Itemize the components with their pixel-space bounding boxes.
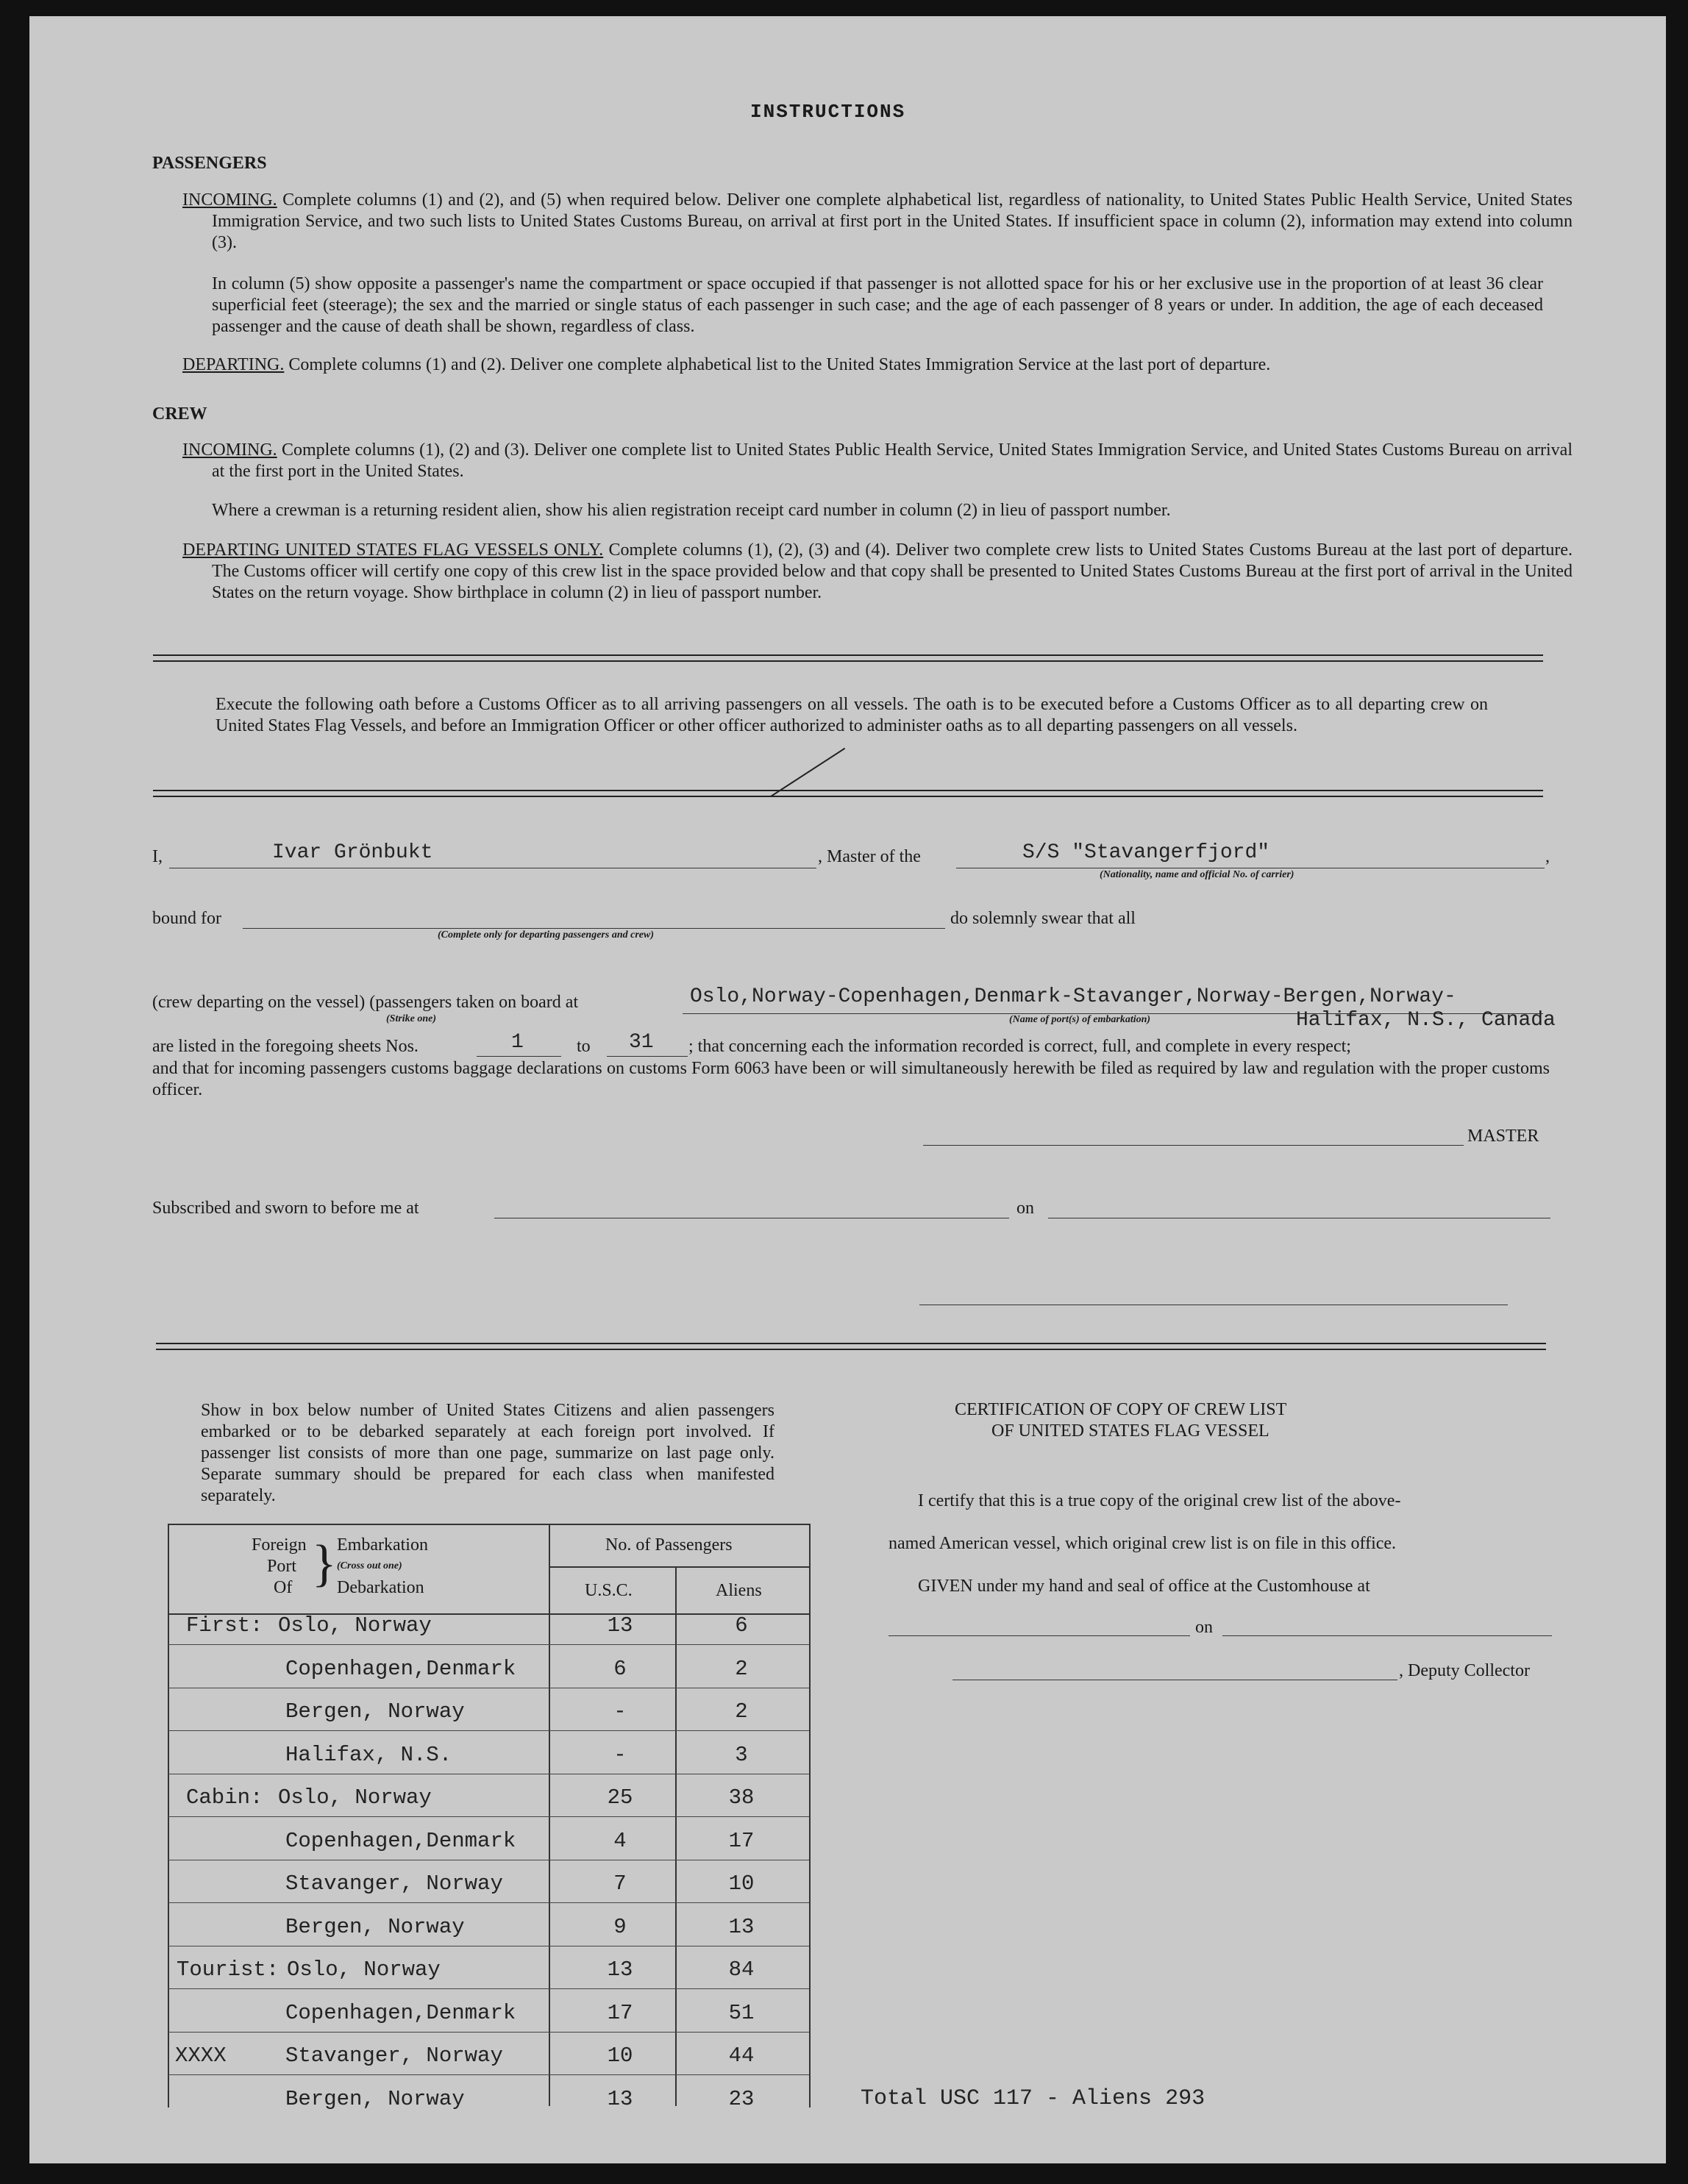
crew-incoming-text: Complete columns (1), (2) and (3). Deliver one complete list to United States Public Health Service, United States Immigration Service, and United States Customs Bureau on arrival at the first port in the United States. <box>212 440 1573 481</box>
bound-for-caption: (Complete only for departing passengers and crew) <box>438 929 654 941</box>
master-of-label: , Master of the <box>818 847 921 866</box>
cell-port: Oslo, Norway <box>278 1785 432 1810</box>
cell-port: Stavanger, Norway <box>285 2044 503 2068</box>
cell-port: Copenhagen,Denmark <box>285 2000 516 2025</box>
master-name-value: Ivar Grönbukt <box>272 841 433 864</box>
crew-departing-label: DEPARTING UNITED STATES FLAG VESSELS ONLY. <box>182 540 604 560</box>
row-rule <box>168 1902 809 1903</box>
cell-usc: 10 <box>607 2044 633 2068</box>
cell-usc: 13 <box>607 1613 633 1638</box>
cell-usc: - <box>613 1699 627 1724</box>
cell-port: Bergen, Norway <box>285 1699 465 1724</box>
baggage-paragraph: and that for incoming passengers customs baggage declarations on customs Form 6063 have been or will simultaneously herewith be filed as required by law and regulation with the proper customs officer. <box>152 1059 1550 1099</box>
summary-instruction-paragraph: Show in box below number of United States Citizens and alien passengers embarked or to be debarked separately at each foreign port involved. If passenger list consists of more than one page, summarize on last page only. Separate summary should be prepared for each class when manifested separately. <box>201 1401 774 1505</box>
row-rule <box>168 1816 809 1817</box>
ports-value-line2: Halifax, N.S., Canada <box>1296 1009 1556 1032</box>
section-divider-2 <box>153 790 1543 797</box>
cell-aliens: 17 <box>728 1828 755 1853</box>
passengers-column5-paragraph: In column (5) show opposite a passenger's name the compartment or space occupied if that passenger is not allotted space for his or her exclusive use in the proportion of at least 36 clear superficial feet (steerage); the sex and the married or single status of each passenger in such case; and the age of each passenger of 8 years or under. In addition, the age of each deceased passenger and the cause of death shall be shown, regardless of class. <box>212 274 1543 336</box>
header-cross-out: (Cross out one) <box>337 1560 402 1571</box>
certification-title-line1: CERTIFICATION OF COPY OF CREW LIST <box>955 1400 1287 1419</box>
bound-for-line <box>243 928 945 929</box>
cell-usc: - <box>613 1742 627 1767</box>
cert-date-line <box>1222 1635 1552 1636</box>
subscribed-on-label: on <box>1016 1199 1034 1218</box>
strike-one-caption: (Strike one) <box>386 1013 437 1024</box>
row-rule <box>168 1988 809 1989</box>
sheet-to-line <box>607 1056 688 1057</box>
header-usc: U.S.C. <box>585 1581 633 1600</box>
passengers-departing-text: Complete columns (1) and (2). Deliver one complete alphabetical list to the United States Immigration Service at the last port of departure. <box>288 355 1271 374</box>
certification-title-line2: OF UNITED STATES FLAG VESSEL <box>991 1421 1269 1441</box>
sheet-to-value: 31 <box>629 1031 654 1054</box>
sheet-from-line <box>477 1056 561 1057</box>
header-foreign: Foreign <box>252 1535 307 1555</box>
cell-port: Copenhagen,Denmark <box>285 1656 516 1681</box>
cell-usc: 17 <box>607 2000 633 2025</box>
cell-port: Bergen, Norway <box>285 1914 465 1939</box>
cell-aliens: 2 <box>735 1699 748 1724</box>
passengers-heading: PASSENGERS <box>152 154 267 173</box>
cell-usc: 13 <box>607 1958 633 1982</box>
cell-cls: Tourist: <box>177 1958 279 1982</box>
row-rule <box>168 1644 809 1645</box>
sheet-from-value: 1 <box>511 1031 524 1054</box>
cell-aliens: 10 <box>728 1871 755 1896</box>
header-port: Port <box>267 1557 297 1576</box>
deputy-collector-label: , Deputy Collector <box>1399 1661 1530 1680</box>
certify-line2: named American vessel, which original crew list is on file in this office. <box>888 1534 1397 1553</box>
section-divider-1 <box>153 654 1543 662</box>
passengers-incoming-text: Complete columns (1) and (2), and (5) when required below. Deliver one complete alphabetical list, regardless of nationality, to United States Public Health Service, United States Immigration Service, and two such lists to United States Customs Bureau, on arrival at first port in the United States. If insufficient space in column (2), information may extend into column (3). <box>212 190 1573 252</box>
vessel-line-end-comma: , <box>1545 847 1550 866</box>
cell-aliens: 51 <box>728 2000 755 2025</box>
total-summary: Total USC 117 - Aliens 293 <box>861 2086 1206 2111</box>
header-debarkation: Debarkation <box>337 1578 424 1597</box>
swear-label: do solemnly swear that all <box>950 909 1136 928</box>
cell-port: Copenhagen,Denmark <box>285 1828 516 1853</box>
given-line: GIVEN under my hand and seal of office at the Customhouse at <box>918 1577 1370 1596</box>
cell-cls: XXXX <box>175 2044 227 2068</box>
crew-departing-label: (crew departing on the vessel) (passengers taken on board at <box>152 993 579 1012</box>
sheets-label: are listed in the foregoing sheets Nos. <box>152 1037 419 1056</box>
cell-aliens: 3 <box>735 1742 748 1767</box>
cell-port: Bergen, Norway <box>285 2086 465 2111</box>
cell-usc: 9 <box>613 1914 627 1939</box>
cell-aliens: 6 <box>735 1613 748 1638</box>
cell-usc: 25 <box>607 1785 633 1810</box>
cell-port: Stavanger, Norway <box>285 1871 503 1896</box>
section-divider-3 <box>156 1343 1546 1350</box>
certify-line1: I certify that this is a true copy of the original crew list of the above- <box>918 1491 1401 1510</box>
cell-aliens: 44 <box>728 2044 755 2068</box>
cell-usc: 7 <box>613 1871 627 1896</box>
ports-value-line1: Oslo,Norway-Copenhagen,Denmark-Stavanger,Norway-Bergen,Norway- <box>690 985 1456 1008</box>
cell-port: Halifax, N.S. <box>285 1742 452 1767</box>
document-page <box>29 16 1666 2163</box>
cell-port: Oslo, Norway <box>287 1958 441 1982</box>
crew-resident-paragraph: Where a crewman is a returning resident alien, show his alien registration receipt card number in column (2) in lieu of passport number. <box>212 501 1171 520</box>
row-rule <box>168 2074 809 2075</box>
crew-departing-text: Complete columns (1), (2), (3) and (4). Deliver two complete crew lists to United States Customs Bureau at the last port of departure. The Customs officer will certify one copy of this crew list in the space provided below and that copy shall be presented to United States Customs Bureau at the first port of arrival in the United States on the return voyage. Show birthplace in column (2) in lieu of passport number. <box>212 540 1573 602</box>
oath-i-label: I, <box>152 847 163 866</box>
crew-departing-paragraph <box>182 540 1573 604</box>
oath-instruction-paragraph: Execute the following oath before a Customs Officer as to all arriving passengers on all vessels. The oath is to be executed before a Customs Officer as to all departing crew on United States Flag Vessels, and before an Immigration Officer or other officer authorized to administer oaths as to all departing passengers on all vessels. <box>216 695 1488 735</box>
crew-heading: CREW <box>152 404 207 424</box>
cell-aliens: 13 <box>728 1914 755 1939</box>
passengers-incoming-label: INCOMING. <box>182 190 277 210</box>
cell-usc: 4 <box>613 1828 627 1853</box>
sheets-to-label: to <box>577 1037 591 1056</box>
row-rule <box>168 2032 809 2033</box>
instructions-title: INSTRUCTIONS <box>750 101 906 123</box>
crew-incoming-paragraph <box>182 440 1573 482</box>
subscribed-label: Subscribed and sworn to before me at <box>152 1199 419 1218</box>
crew-incoming-label: INCOMING. <box>182 440 277 460</box>
vessel-value: S/S "Stavangerfjord" <box>1022 841 1270 864</box>
ports-caption: (Name of port(s) of embarkation) <box>1009 1014 1151 1025</box>
master-signature-line <box>923 1145 1464 1146</box>
brace-icon: } <box>312 1535 337 1592</box>
header-embarkation: Embarkation <box>337 1535 428 1555</box>
passengers-incoming-paragraph <box>182 190 1573 254</box>
cell-port: Oslo, Norway <box>278 1613 432 1638</box>
sheets-rest-text: ; that concerning each the information recorded is correct, full, and complete in every respect; <box>688 1037 1351 1056</box>
cell-cls: Cabin: <box>186 1785 263 1810</box>
cell-aliens: 84 <box>728 1958 755 1982</box>
row-rule <box>168 1730 809 1731</box>
passengers-departing-label: DEPARTING. <box>182 355 285 374</box>
cell-aliens: 23 <box>728 2086 755 2111</box>
cell-usc: 6 <box>613 1656 627 1681</box>
header-no-passengers: No. of Passengers <box>605 1535 733 1555</box>
cell-usc: 13 <box>607 2086 633 2111</box>
cert-place-line <box>888 1635 1190 1636</box>
vessel-caption: (Nationality, name and official No. of carrier) <box>1100 869 1295 880</box>
header-aliens: Aliens <box>716 1581 762 1600</box>
cell-aliens: 38 <box>728 1785 755 1810</box>
passengers-departing-paragraph <box>182 354 1543 376</box>
header-of: Of <box>274 1578 293 1597</box>
cell-aliens: 2 <box>735 1656 748 1681</box>
master-label: MASTER <box>1467 1127 1539 1146</box>
bound-for-label: bound for <box>152 909 221 928</box>
cell-cls: First: <box>186 1613 263 1638</box>
cert-on-label: on <box>1195 1618 1213 1637</box>
passenger-summary-table <box>168 1524 808 2127</box>
